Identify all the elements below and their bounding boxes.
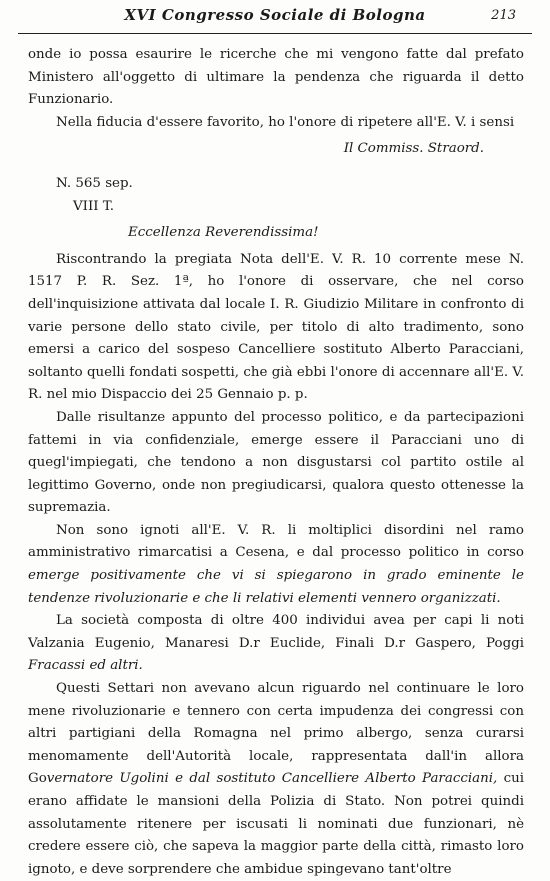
paragraph-closing: Nella fiducia d'essere favorito, ho l'onore di ripetere all'E. V. i sensi — [56, 114, 515, 130]
italic-text-run: emerge positivamente che vi si spiegarono in grado eminente le tendenze rivoluzionarie e che li relativi elementi vennero organizzati. — [28, 568, 524, 606]
paragraph-risultanze: Dalle risultanze appunto del processo politico, e da partecipazioni fattemi in via confidenziale, emerge essere il Paracciani uno di quegl'impiegati, che tendono a non disgustarsi col partito ostile al legittimo Governo, onde non pregiudicarsi, qualora questo ottenesse la supremazia. — [28, 409, 524, 516]
text-run: Questi Settari non avevano alcun riguardo nel continuare le loro mene rivoluzionarie e tennero con certa impudenza dei congressi con altri partigiani della Romagna nel primo albergo, senza curarsi menomamente dell'Autorità locale, rappresentata dall'in allora Go — [28, 681, 524, 787]
signature: Il Commiss. Straord. — [343, 141, 484, 157]
text-run: La società composta di oltre 400 individui avea per capi li noti Valzania Eugenio, Manaresi D.r Euclide, Finali D.r Gaspero, Poggi — [28, 613, 524, 651]
file-reference: VIII T. — [73, 198, 115, 214]
text-run: cui erano affidate le mansioni della Polizia di Stato. Non potrei quindi assolutamente ritenere per iscusati li nominati due funzionari, nè credere essere ciò, che sapeva la maggior parte della città, rimasto loro ignoto, e deve sorprendere che ambidue spingevano tant'oltre — [28, 771, 524, 877]
paragraph-settari — [28, 678, 524, 881]
paragraph-disordini — [28, 520, 524, 610]
page-number: 213 — [491, 8, 516, 23]
italic-text-run: Fracassi ed altri. — [28, 658, 143, 674]
running-head: XVI Congresso Sociale di Bologna — [124, 6, 426, 24]
paragraph-continuation: onde io possa esaurire le ricerche che mi vengono fatte dal prefato Ministero all'oggetto di ultimare la pendenza che riguarda il detto Funzionario. — [28, 47, 524, 108]
page-header — [0, 6, 550, 30]
paragraph-societa — [28, 610, 524, 678]
protocol-number: N. 565 sep. — [56, 175, 133, 191]
italic-text-run: vernatore Ugolini e dal sostituto Cancelliere Alberto Paracciani, — [46, 771, 498, 787]
paragraph-riscontrando: Riscontrando la pregiata Nota dell'E. V. R. 10 corrente mese N. 1517 P. R. Sez. 1ª, ho l'onore di osservare, che nel corso dell'inquisizione attivata dal locale I. R. Giudizio Militare in confronto di varie persone dello stato civile, per titolo di alto tradimento, sono emersi a carico del sospeso Cancelliere sostituto Alberto Paracciani, soltanto quelli fondati sospetti, che già ebbi l'onore di accennare all'E. V. R. nel mio Dispaccio dei 25 Gennaio p. p. — [28, 251, 524, 403]
body-text — [28, 44, 524, 881]
salutation: Eccellenza Reverendissima! — [128, 225, 319, 241]
text-run: Non sono ignoti all'E. V. R. li moltiplici disordini nel ramo amministrativo rimarcatisi a Cesena, e dal processo politico in corso — [28, 522, 524, 561]
header-rule — [18, 33, 532, 34]
